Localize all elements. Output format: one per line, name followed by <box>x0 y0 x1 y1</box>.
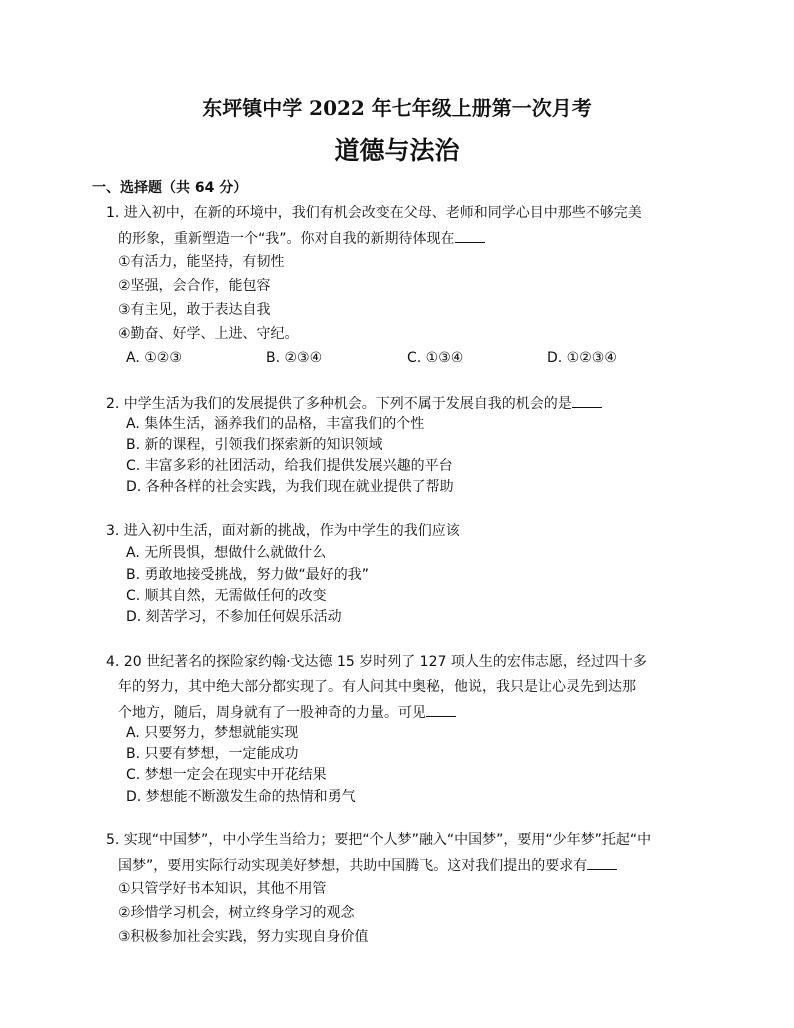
question-4-option-d: D. 梦想能不断激发生命的热情和勇气 <box>126 789 356 805</box>
question-2-option-a: A. 集体生活，涵养我们的品格，丰富我们的个性 <box>126 416 425 432</box>
question-3-line-1: 3. 进入初中生活，面对新的挑战，作为中学生的我们应该 <box>106 523 460 539</box>
question-3-option-b: B. 勇敢地接受挑战，努力做“最好的我” <box>126 567 370 583</box>
question-5-line-2: 国梦”，要用实际行动实现美好梦想，共助中国腾飞。这对我们提出的要求有 <box>118 855 617 876</box>
question-1-statement-2: ②坚强，会合作，能包容 <box>118 278 271 294</box>
answer-blank <box>426 702 456 717</box>
question-4-option-a: A. 只要努力，梦想就能实现 <box>126 725 299 741</box>
exam-title: 东坪镇中学 2022 年七年级上册第一次月考 <box>202 96 592 120</box>
question-2-line-1: 2. 中学生活为我们的发展提供了多种机会。下列不属于发展自我的机会的是 <box>106 393 602 414</box>
question-1-option-d: D. ①②③④ <box>547 350 617 366</box>
answer-blank <box>587 855 617 870</box>
question-4-line-1: 4. 20 世纪著名的探险家约翰·戈达德 15 岁时列了 127 项人生的宏伟志愿，经过四十多 <box>106 654 647 670</box>
question-4-line-2: 年的努力，其中绝大部分都实现了。有人问其中奥秘，他说，我只是让心灵先到达那 <box>118 679 636 695</box>
question-2-option-b: B. 新的课程，引领我们探索新的知识领域 <box>126 437 383 453</box>
question-1-line-2: 的形象，重新塑造一个“我”。你对自我的新期待体现在 <box>118 228 485 249</box>
question-1-statement-3: ③有主见，敢于表达自我 <box>118 302 271 318</box>
question-1-statement-1: ①有活力，能坚持，有韧性 <box>118 254 285 270</box>
question-4-option-c: C. 梦想一定会在现实中开花结果 <box>126 767 327 783</box>
question-1-statement-4: ④勤奋、好学、上进、守纪。 <box>118 326 299 342</box>
question-5-line-1: 5. 实现“中国梦”，中小学生当给力；要把“个人梦”融入“中国梦”，要用“少年梦”托起“中 <box>106 832 652 848</box>
question-5-statement-3: ③积极参加社会实践，努力实现自身价值 <box>118 929 369 945</box>
question-2-option-c: C. 丰富多彩的社团活动，给我们提供发展兴趣的平台 <box>126 458 453 474</box>
question-3-option-d: D. 刻苦学习，不参加任何娱乐活动 <box>126 609 342 625</box>
question-2-option-d: D. 各种各样的社会实践，为我们现在就业提供了帮助 <box>126 479 454 495</box>
question-1-option-b: B. ②③④ <box>266 350 323 366</box>
section-heading: 一、选择题（共 64 分） <box>92 180 248 196</box>
question-5-statement-1: ①只管学好书本知识，其他不用管 <box>118 881 327 897</box>
question-1-line-1: 1. 进入初中，在新的环境中，我们有机会改变在父母、老师和同学心目中那些不够完美 <box>106 205 642 221</box>
question-3-option-c: C. 顺其自然，无需做任何的改变 <box>126 588 327 604</box>
answer-blank <box>572 393 602 408</box>
question-3-option-a: A. 无所畏惧，想做什么就做什么 <box>126 545 327 561</box>
question-5-statement-2: ②珍惜学习机会，树立终身学习的观念 <box>118 905 355 921</box>
question-1-option-a: A. ①②③ <box>126 350 182 366</box>
question-4-line-3: 个地方，随后，周身就有了一股神奇的力量。可见 <box>118 702 456 723</box>
question-4-option-b: B. 只要有梦想，一定能成功 <box>126 746 299 762</box>
question-1-option-c: C. ①③④ <box>407 350 464 366</box>
answer-blank <box>455 228 485 243</box>
subject-title: 道德与法治 <box>334 136 460 165</box>
